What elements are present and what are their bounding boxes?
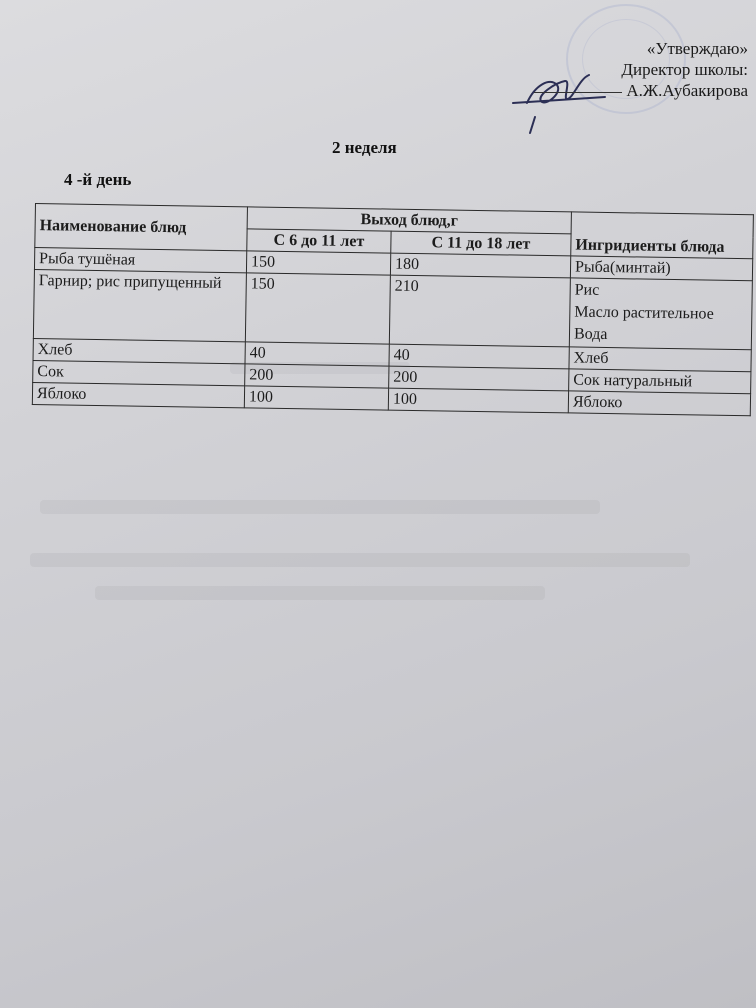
output-age-11-18: 200 [389, 366, 569, 391]
ingredient: Рыба(минтай) [574, 258, 671, 277]
table-row [33, 269, 752, 349]
ingredients-cell [569, 347, 751, 372]
dish-name: Хлеб [33, 338, 245, 363]
signature-line [534, 91, 622, 93]
header-age-6-11: С 6 до 11 лет [247, 229, 391, 253]
approval-name: А.Ж.Аубакирова [626, 81, 748, 100]
dish-name: Рыба тушёная [34, 248, 246, 273]
ingredients-cell [570, 256, 752, 281]
menu-table [32, 203, 754, 416]
output-age-6-11: 150 [246, 251, 390, 275]
header-ingredients: Ингридиенты блюда [571, 212, 754, 259]
header-dish: Наименование блюд [35, 204, 248, 251]
ingredient: Хлеб [573, 349, 609, 368]
dish-name: Яблоко [32, 382, 244, 407]
output-age-11-18: 180 [390, 253, 570, 278]
ingredient: Яблоко [572, 393, 623, 412]
output-age-11-18: 210 [389, 275, 570, 347]
output-age-6-11: 100 [244, 386, 388, 410]
ingredients-cell [569, 278, 752, 350]
output-age-6-11: 40 [245, 342, 389, 366]
dish-name: Сок [33, 360, 245, 385]
approval-position: Директор школы: [621, 60, 748, 79]
ingredients-cell [568, 391, 750, 416]
ingredients-cell [569, 369, 751, 394]
approval-block [534, 38, 748, 101]
output-age-6-11: 150 [245, 273, 390, 344]
week-title: 2 неделя [332, 138, 397, 157]
dish-name: Гарнир; рис припущенный [33, 269, 246, 341]
ingredient: Вода [573, 325, 608, 344]
approval-signatory [534, 80, 748, 101]
ingredient: Рис [574, 281, 600, 299]
approval-title: «Утверждаю» [646, 39, 748, 58]
ingredient: Сок натуральный [573, 371, 693, 391]
output-age-11-18: 40 [389, 344, 569, 369]
output-age-6-11: 200 [245, 364, 389, 388]
day-title: 4 -й день [64, 170, 132, 189]
ingredient: Масло растительное [574, 303, 714, 323]
header-output: Выход блюд,г [247, 207, 571, 234]
header-age-11-18: С 11 до 18 лет [391, 231, 571, 256]
output-age-11-18: 100 [388, 388, 568, 413]
